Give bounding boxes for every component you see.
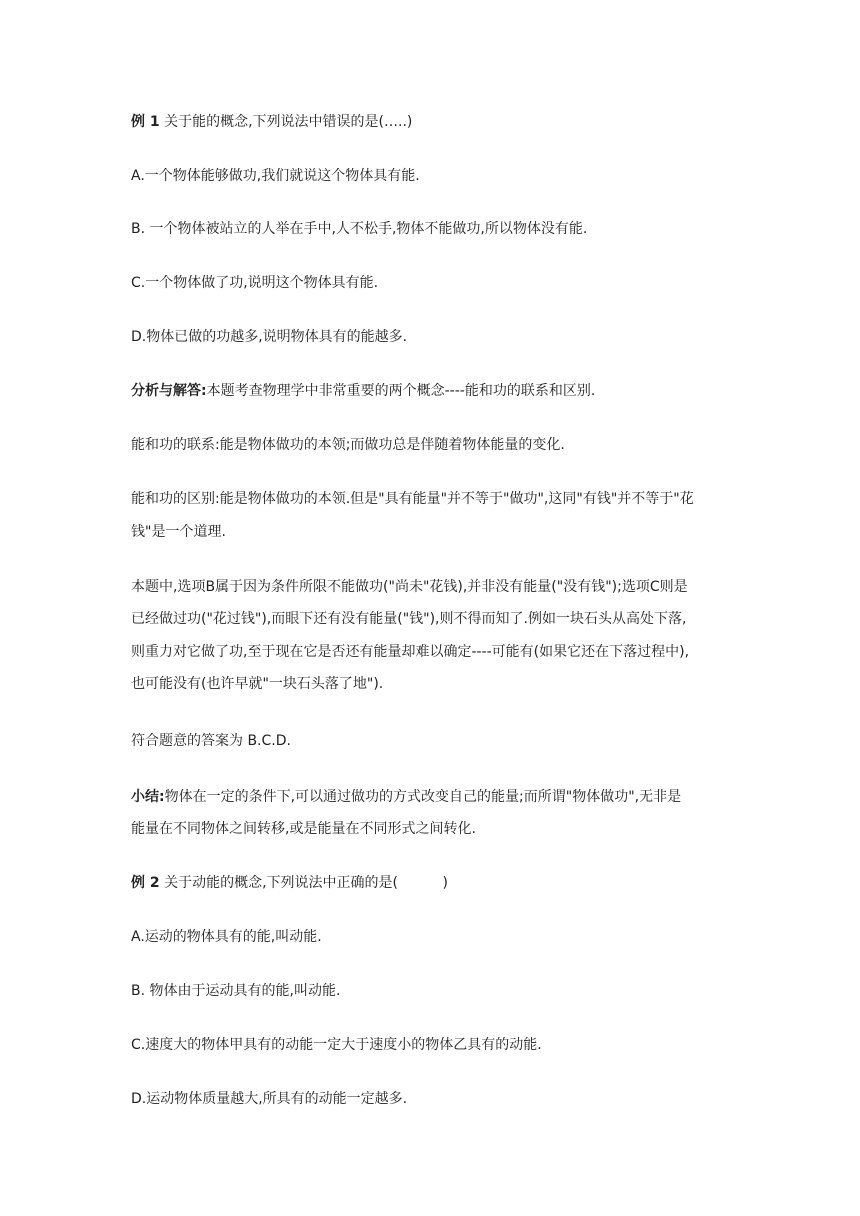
example2-option-b: B. 物体由于运动具有的能,叫动能. xyxy=(131,983,341,999)
example2-question xyxy=(131,873,771,893)
analysis-intro xyxy=(131,381,771,401)
example2-label: 例 2 xyxy=(131,875,160,891)
example2-question-text: 关于动能的概念,下列说法中正确的是( ) xyxy=(164,875,448,891)
summary-line-1-text: 物体在一定的条件下,可以通过做功的方式改变自己的能量;而所谓"物体做功",无非是 xyxy=(164,789,682,805)
example1-option-a: A.一个物体能够做功,我们就说这个物体具有能. xyxy=(131,168,420,184)
example1-label: 例 1 xyxy=(131,114,160,130)
example1-option-b: B. 一个物体被站立的人举在手中,人不松手,物体不能做功,所以物体没有能. xyxy=(131,221,588,237)
analysis-explanation-line-4: 也可能没有(也许早就"一块石头落了地"). xyxy=(131,676,384,692)
analysis-label: 分析与解答: xyxy=(131,383,207,399)
analysis-explanation-line-3: 则重力对它做了功,至于现在它是否还有能量却难以确定----可能有(如果它还在下落过程中), xyxy=(131,644,690,660)
analysis-intro-text: 本题考查物理学中非常重要的两个概念----能和功的联系和区别. xyxy=(206,383,596,399)
analysis-difference-line-2: 钱"是一个道理. xyxy=(131,524,226,540)
analysis-explanation-line-2: 已经做过功("花过钱"),而眼下还有没有能量("钱"),则不得而知了.例如一块石头从高处下落, xyxy=(131,611,687,627)
example1-question xyxy=(131,112,771,132)
analysis-answer: 符合题意的答案为 B.C.D. xyxy=(131,733,291,749)
example2-option-d: D.运动物体质量越大,所具有的动能一定越多. xyxy=(131,1091,408,1107)
example2-option-c: C.速度大的物体甲具有的动能一定大于速度小的物体乙具有的动能. xyxy=(131,1037,542,1053)
summary-line-1 xyxy=(131,787,771,807)
example1-option-d: D.物体已做的功越多,说明物体具有的能越多. xyxy=(131,329,408,345)
summary-line-2: 能量在不同物体之间转移,或是能量在不同形式之间转化. xyxy=(131,821,476,837)
analysis-relation: 能和功的联系:能是物体做功的本领;而做功总是伴随着物体能量的变化. xyxy=(131,437,565,453)
example1-option-c: C.一个物体做了功,说明这个物体具有能. xyxy=(131,275,379,291)
example1-question-text: 关于能的概念,下列说法中错误的是(…..) xyxy=(164,114,413,130)
example2-option-a: A.运动的物体具有的能,叫动能. xyxy=(131,929,322,945)
summary-label: 小结: xyxy=(131,789,165,805)
analysis-difference-line-1: 能和功的区别:能是物体做功的本领.但是"具有能量"并不等于"做功",这同"有钱"并不等于"花 xyxy=(131,491,694,507)
analysis-explanation-line-1: 本题中,选项B属于因为条件所限不能做功("尚未"花钱),并非没有能量("没有钱");选项C则是 xyxy=(131,579,688,595)
